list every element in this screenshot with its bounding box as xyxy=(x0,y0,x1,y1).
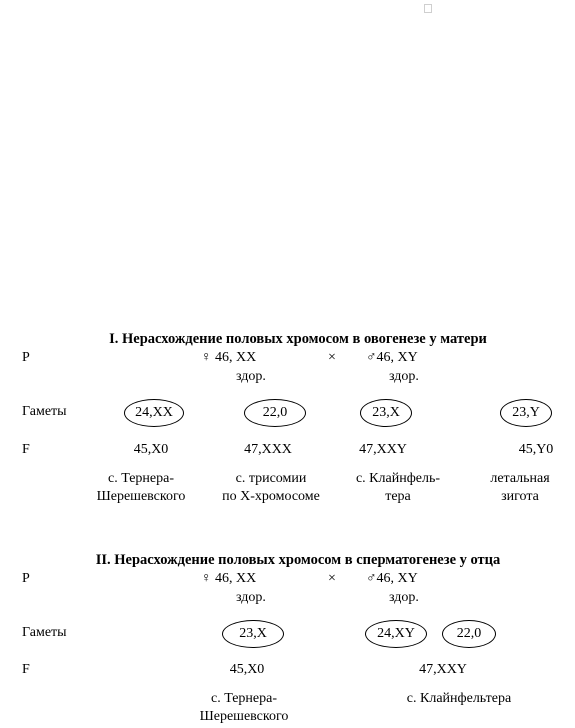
section2-cross-sign: × xyxy=(328,571,336,586)
section1-gamete-oval: 22,0 xyxy=(244,399,306,427)
section2-gamete-oval: 23,X xyxy=(222,620,284,648)
section1-male-note: здор. xyxy=(389,369,419,384)
section2-gametes-label: Гаметы xyxy=(22,625,67,640)
section2-offspring-karyotype: 45,X0 xyxy=(229,662,265,677)
section1-offspring-karyotype: 45,Y0 xyxy=(518,442,554,457)
section2-female-genotype: ♀ 46, XX xyxy=(201,571,257,586)
section1-gametes-label: Гаметы xyxy=(22,404,67,419)
section2-p-label: P xyxy=(22,571,30,586)
section1-title: I. Нерасхождение половых хромосом в овогенезе у матери xyxy=(109,331,487,347)
section1-syndrome: с. Тернера- Шерешевского xyxy=(96,471,186,504)
section1-f-label: F xyxy=(22,442,30,457)
section2-female-note: здор. xyxy=(236,590,266,605)
section1-syndrome: с. трисомии по Х-хромосоме xyxy=(222,471,320,504)
corner-marker xyxy=(424,4,432,13)
section2-gamete-oval: 22,0 xyxy=(442,620,496,648)
section2-syndrome: с. Клайнфельтера xyxy=(406,691,512,706)
section1-syndrome: летальная зигота xyxy=(490,471,550,504)
section2-gamete-oval: 24,XY xyxy=(365,620,427,648)
section1-offspring-karyotype: 47,XXX xyxy=(244,442,292,457)
section1-female-note: здор. xyxy=(236,369,266,384)
section1-gamete-oval: 24,XX xyxy=(124,399,184,427)
section1-female-genotype: ♀ 46, XX xyxy=(201,350,257,365)
section2-f-label: F xyxy=(22,662,30,677)
section1-offspring-karyotype: 47,XXY xyxy=(359,442,407,457)
section1-offspring-karyotype: 45,X0 xyxy=(133,442,169,457)
section1-gamete-oval: 23,X xyxy=(360,399,412,427)
section2-syndrome: с. Тернера- Шерешевского xyxy=(199,691,289,724)
section1-p-label: P xyxy=(22,350,30,365)
section1-syndrome: с. Клайнфель- тера xyxy=(355,471,441,504)
section2-title: II. Нерасхождение половых хромосом в сперматогенезе у отца xyxy=(95,552,501,568)
section1-male-genotype: ♂46, XY xyxy=(366,350,418,365)
section2-offspring-karyotype: 47,XXY xyxy=(419,662,467,677)
section2-male-genotype: ♂46, XY xyxy=(366,571,418,586)
section2-male-note: здор. xyxy=(389,590,419,605)
section1-gamete-oval: 23,Y xyxy=(500,399,552,427)
section1-cross-sign: × xyxy=(328,350,336,365)
